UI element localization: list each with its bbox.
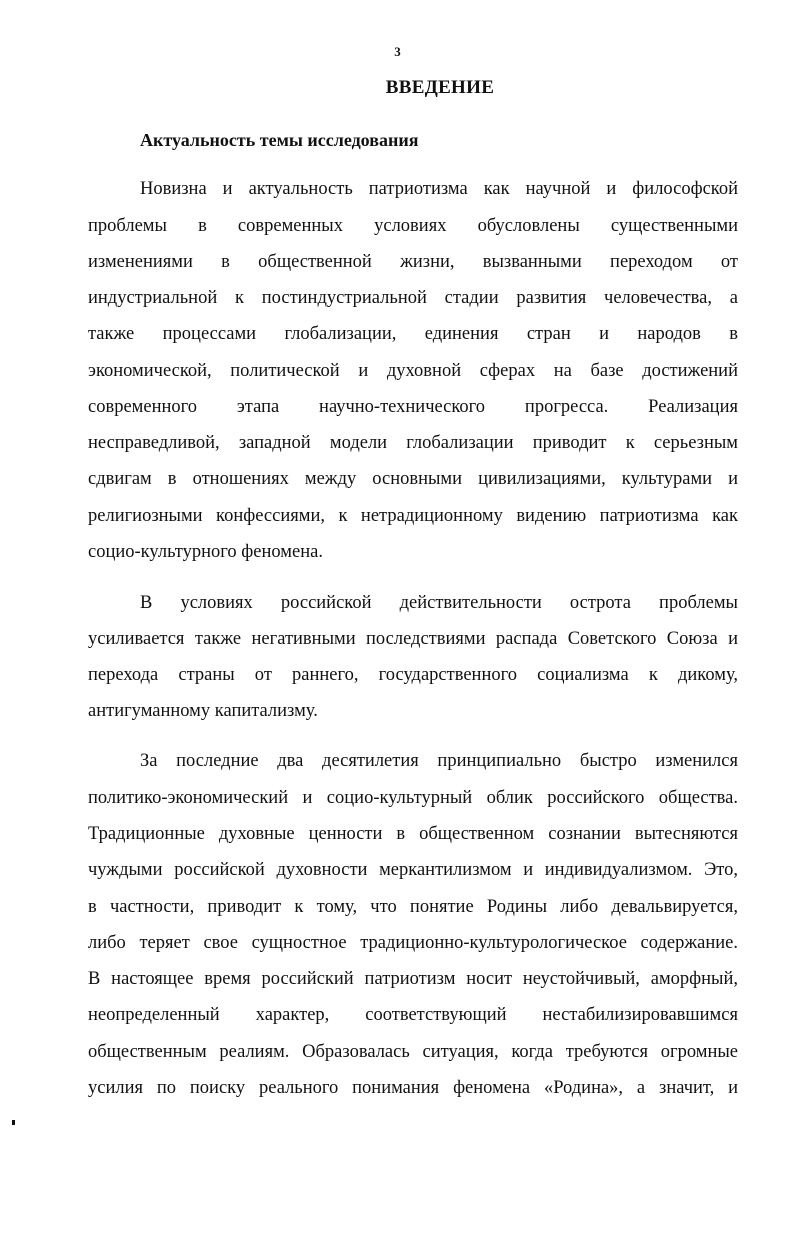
text-line: в частности, приводит к тому, что понятие Родины либо девальвируется, [88,897,738,917]
text-line: усилия по поиску реального понимания феномена «Родина», а значит, и [88,1078,738,1098]
text-line: Традиционные духовные ценности в общественном сознании вытесняются [88,824,738,844]
text-line: В настоящее время российский патриотизм носит неустойчивый, аморфный, [88,969,738,989]
text-line: общественным реалиям. Образовалась ситуация, когда требуются огромные [88,1042,738,1062]
chapter-title: ВВЕДЕНИЕ [385,77,495,98]
text-line: усиливается также негативными последствиями распада Советского Союза и [88,629,738,649]
text-line: также процессами глобализации, единения стран и народов в [88,324,738,344]
section-title: Актуальность темы исследования [140,130,419,150]
text-line: неопределенный характер, соответствующий нестабилизировавшимся [88,1005,738,1025]
text-line: религиозными конфессиями, к нетрадиционному видению патриотизма как [88,506,738,526]
text-line: Новизна и актуальность патриотизма как научной и философской [140,179,738,199]
text-line: изменениями в общественной жизни, вызванными переходом от [88,252,738,272]
text-line: сдвигам в отношениях между основными цивилизациями, культурами и [88,469,738,489]
text-line: социо-культурного феномена. [88,542,323,562]
text-line: либо теряет свое сущностное традиционно-культурологическое содержание. [88,933,738,953]
page-number: 3 [394,44,401,59]
text-line: проблемы в современных условиях обусловлены существенными [88,216,738,236]
text-line: несправедливой, западной модели глобализации приводит к серьезным [88,433,738,453]
text-line: индустриальной к постиндустриальной стадии развития человечества, а [88,288,738,308]
text-line: экономической, политической и духовной сферах на базе достижений [88,361,738,381]
text-line: политико-экономический и социо-культурный облик российского общества. [88,788,738,808]
text-line: перехода страны от раннего, государственного социализма к дикому, [88,665,738,685]
text-line: чуждыми российской духовности меркантилизмом и индивидуализмом. Это, [88,860,738,880]
text-line: В условиях российской действительности острота проблемы [140,593,738,613]
text-line: антигуманному капитализму. [88,701,318,721]
text-line: современного этапа научно-технического прогресса. Реализация [88,397,738,417]
text-line: За последние два десятилетия принципиально быстро изменился [140,751,738,771]
scan-speck [12,1120,15,1125]
